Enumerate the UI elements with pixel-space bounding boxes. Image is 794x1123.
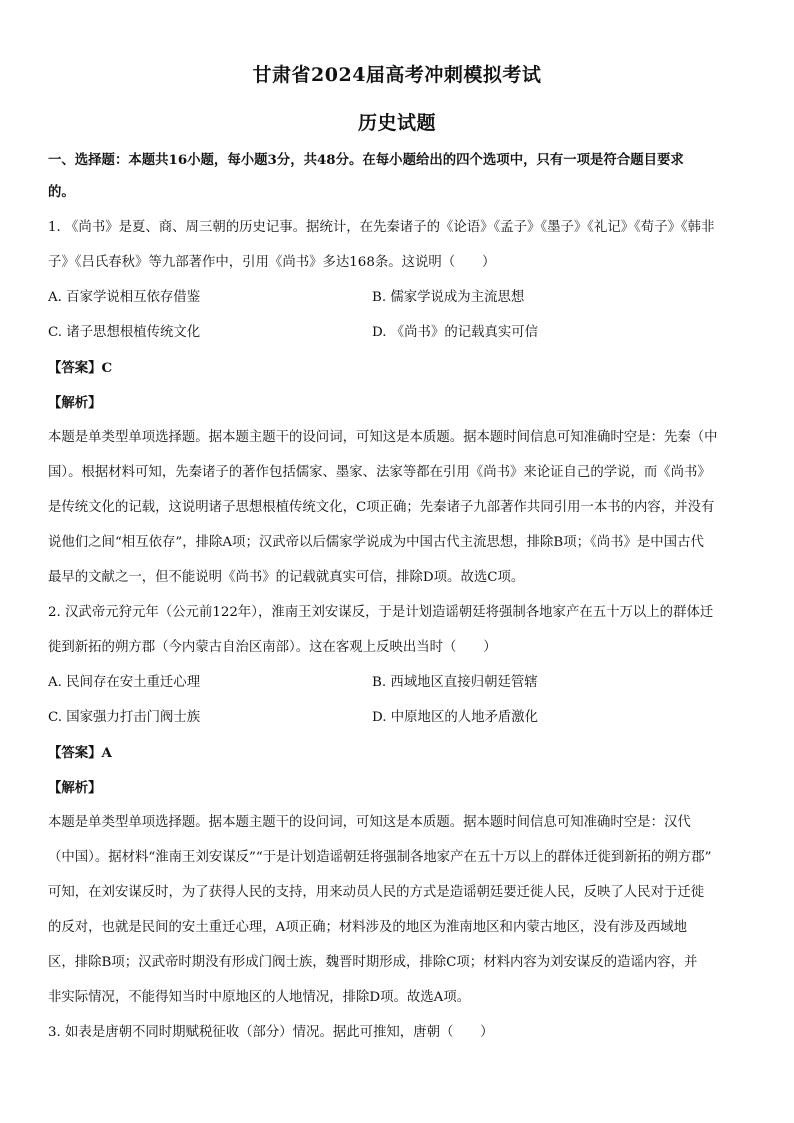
section-instructions-line1: 一、选择题：本题共16小题，每小题3分，共48分。在每小题给出的四个选项中，只有一项是符合题目要求 — [48, 152, 684, 168]
q1-analysis-line: 国）。根据材料可知，先秦诸子的著作包括儒家、墨家、法家等都在引用《尚书》来论证自己的学说，而《尚书》 — [48, 465, 711, 480]
document-title: 甘肃省2024届高考冲刺模拟考试 — [252, 64, 542, 86]
q2-stem-line2: 徙到新拓的朔方郡（今内蒙古自治区南部）。这在客观上反映出当时（ ） — [48, 640, 497, 655]
q1-analysis-line: 说他们之间“相互依存”，排除A项；汉武帝以后儒家学说成为中国古代主流思想，排除B项；《尚书》是中国古代 — [48, 535, 704, 550]
q2-analysis-label: 【解析】 — [48, 780, 102, 796]
q1-option-a: A. 百家学说相互依存借鉴 — [48, 290, 201, 305]
q2-analysis-line: 的反对，也就是民间的安土重迁心理，A项正确；材料涉及的地区为淮南地区和内蒙古地区，没有涉及西域地 — [48, 920, 688, 935]
q1-stem-line2: 子》《吕氏春秋》等九部著作中，引用《尚书》多达168条。这说明（ ） — [48, 255, 496, 270]
q1-analysis-label: 【解析】 — [48, 395, 102, 411]
q2-analysis-line: （中国）。据材料“淮南王刘安谋反”“于是计划造谣朝廷将强制各地家产在五十万以上的群体迁徙到新拓的朔方郡” — [48, 850, 712, 865]
q1-option-d: D. 《尚书》的记载真实可信 — [372, 325, 539, 340]
q2-option-d: D. 中原地区的人地矛盾激化 — [372, 710, 539, 725]
section-instructions-line2: 的。 — [48, 184, 75, 200]
q3-stem-line1: 3. 如表是唐朝不同时期赋税征收（部分）情况。据此可推知，唐朝（ ） — [48, 1025, 494, 1040]
q2-stem-line1: 2. 汉武帝元狩元年（公元前122年），淮南王刘安谋反，于是计划造谣朝廷将强制各地家产在五十万以上的群体迁 — [48, 605, 714, 620]
q1-analysis-line: 最早的文献之一，但不能说明《尚书》的记载就真实可信，排除D项。故选C项。 — [48, 570, 525, 585]
q2-option-c: C. 国家强力打击门阀士族 — [48, 710, 201, 725]
q2-analysis-line: 本题是单类型单项选择题。据本题主题干的设问词，可知这是本质题。据本题时间信息可知准确时空是：汉代 — [48, 815, 691, 830]
q1-analysis-line: 本题是单类型单项选择题。据本题主题干的设问词，可知这是本质题。据本题时间信息可知准确时空是：先秦（中 — [48, 430, 718, 445]
q1-stem-line1: 1. 《尚书》是夏、商、周三朝的历史记事。据统计，在先秦诸子的《论语》《孟子》《墨子》《礼记》《荀子》《韩非 — [48, 220, 715, 235]
q1-analysis-line: 是传统文化的记载，这说明诸子思想根植传统文化，C项正确；先秦诸子九部著作共同引用一本书的内容，并没有 — [48, 500, 715, 515]
q1-option-b: B. 儒家学说成为主流思想 — [372, 290, 525, 305]
q2-analysis-line: 非实际情况，不能得知当时中原地区的人地情况，排除D项。故选A项。 — [48, 990, 471, 1005]
q1-option-c: C. 诸子思想根植传统文化 — [48, 325, 201, 340]
q2-answer: 【答案】A — [48, 745, 112, 761]
q2-option-b: B. 西域地区直接归朝廷管辖 — [372, 675, 538, 690]
q2-analysis-line: 可知，在刘安谋反时，为了获得人民的支持，用来动员人民的方式是造谣朝廷要迁徙人民，反映了人民对于迁徙 — [48, 885, 705, 900]
q2-option-a: A. 民间存在安土重迁心理 — [48, 675, 201, 690]
q2-analysis-line: 区，排除B项；汉武帝时期没有形成门阀士族，魏晋时期形成，排除C项；材料内容为刘安谋反的造谣内容，并 — [48, 955, 698, 970]
q1-answer: 【答案】C — [48, 360, 113, 376]
document-subtitle: 历史试题 — [357, 112, 436, 134]
